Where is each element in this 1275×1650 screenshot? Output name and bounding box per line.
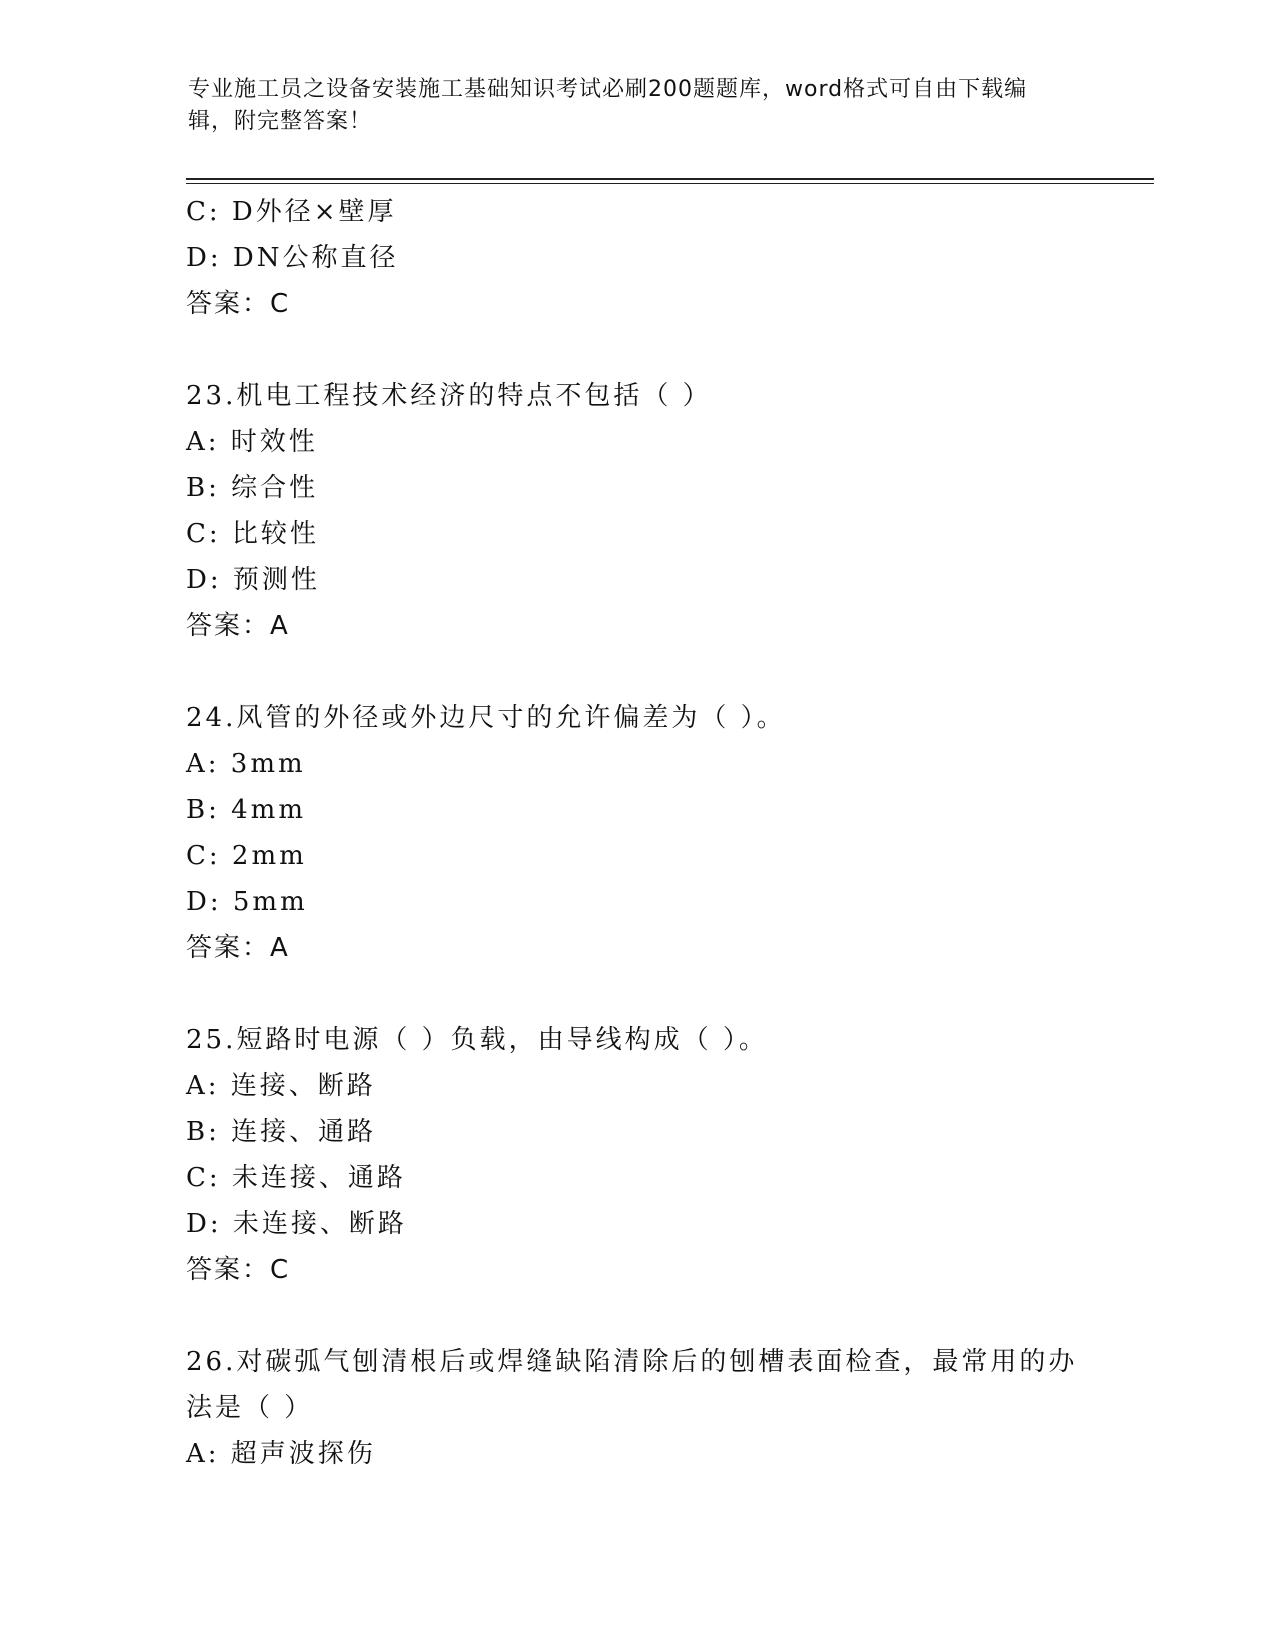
spacer xyxy=(186,649,1086,695)
spacer xyxy=(186,971,1086,1017)
option-c: C: 2mm xyxy=(186,841,307,871)
question-26 xyxy=(186,1339,1086,1477)
header-divider-thin xyxy=(186,183,1154,184)
option-a: A: 超声波探伤 xyxy=(186,1439,376,1469)
question-24 xyxy=(186,695,1086,971)
header-divider-thick xyxy=(186,178,1154,180)
option-d: D: DN公称直径 xyxy=(186,243,399,273)
option-c: C: 比较性 xyxy=(186,519,319,549)
option-d: D: 预测性 xyxy=(186,565,320,595)
spacer xyxy=(186,327,1086,373)
option-a: A: 时效性 xyxy=(186,427,318,457)
option-d: D: 5mm xyxy=(186,887,308,917)
question-stem: 26.对碳弧气刨清根后或焊缝缺陷清除后的刨槽表面检查，最常用的办法是（ ） xyxy=(186,1347,1078,1423)
option-c: C: 未连接、通路 xyxy=(186,1163,406,1193)
answer-line: 答案：A xyxy=(186,933,290,963)
answer-line: 答案：A xyxy=(186,611,290,641)
question-23 xyxy=(186,373,1086,649)
option-b: B: 连接、通路 xyxy=(186,1117,377,1147)
option-a: A: 3mm xyxy=(186,749,306,779)
option-b: B: 4mm xyxy=(186,795,306,825)
document-body xyxy=(186,189,1086,1477)
question-stem: 25.短路时电源（ ）负载，由导线构成（ ）。 xyxy=(186,1025,768,1055)
document-header: 专业施工员之设备安装施工基础知识考试必刷200题题库，word格式可自由下载编辑，附完整答案！ xyxy=(188,77,1028,134)
option-b: B: 综合性 xyxy=(186,473,319,503)
question-stem: 24.风管的外径或外边尺寸的允许偏差为（ ）。 xyxy=(186,703,786,733)
answer-line: 答案：C xyxy=(186,289,291,319)
question-25 xyxy=(186,1017,1086,1293)
spacer xyxy=(186,1293,1086,1339)
option-c: C: D外径×壁厚 xyxy=(186,197,397,227)
question-stem: 23.机电工程技术经济的特点不包括（ ） xyxy=(186,381,712,411)
answer-line: 答案：C xyxy=(186,1255,291,1285)
partial-question xyxy=(186,189,1086,327)
option-a: A: 连接、断路 xyxy=(186,1071,376,1101)
option-d: D: 未连接、断路 xyxy=(186,1209,407,1239)
